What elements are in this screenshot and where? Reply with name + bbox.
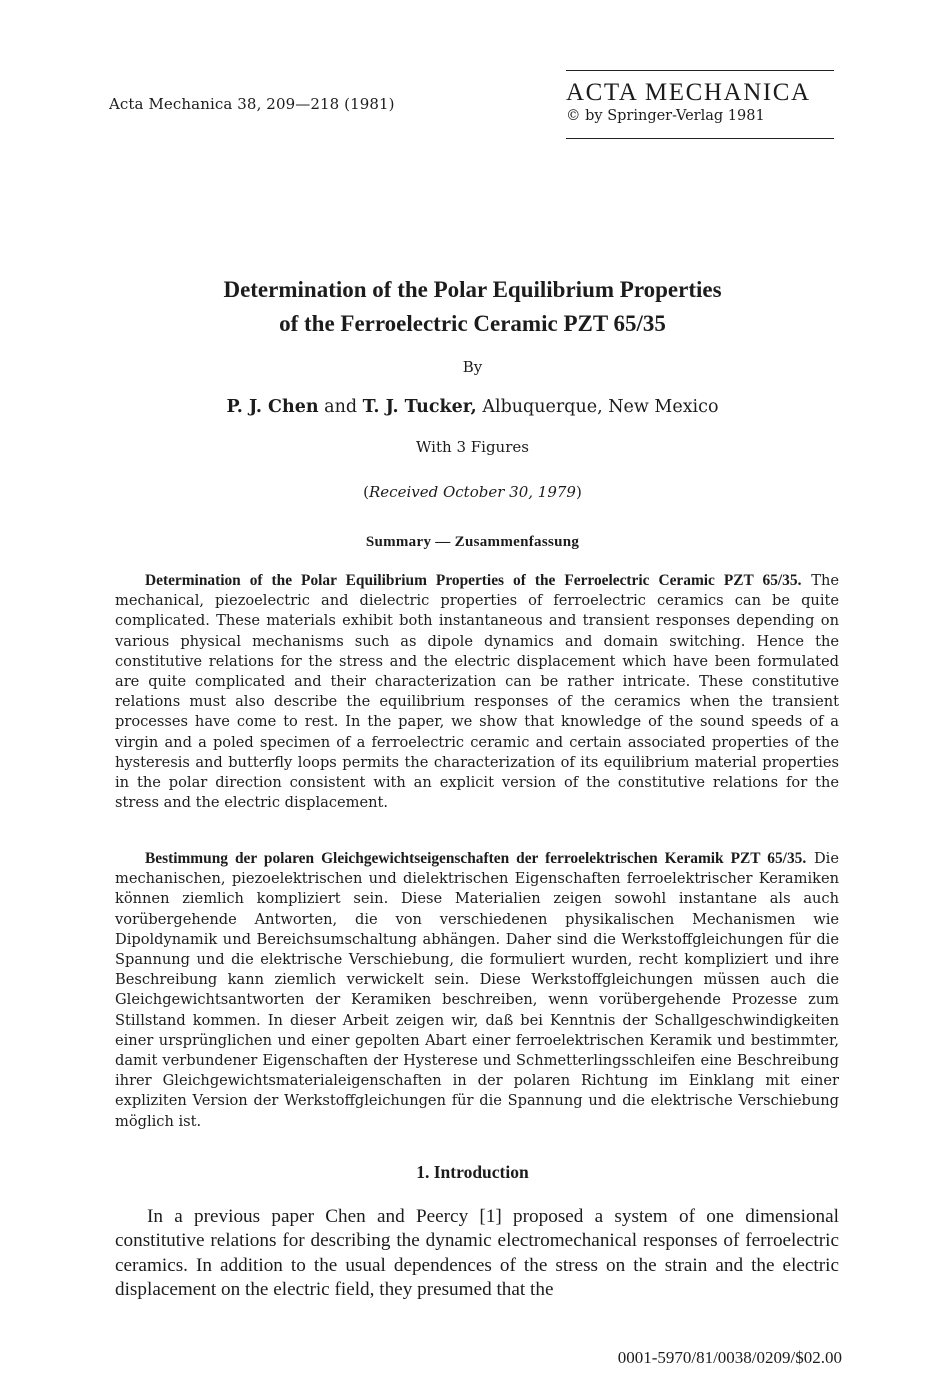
summary-heading: Summary — Zusammenfassung [365, 534, 580, 550]
paper-title [0, 273, 945, 341]
figures-note: With 3 Figures [416, 438, 529, 456]
title-line-2: of the Ferroelectric Ceramic PZT 65/35 [279, 311, 666, 336]
abstract-german-body: Die mechanischen, piezoelektrischen und dielektrischen Eigenschaften ferroelektrischer Keramiken können ziemlich kompliziert sein. Diese Materialien zeigen sowohl instantane als auch vorübergehende Antworten, die von verschiedenen physikalischen Mechanismen wie Dipoldynamik und Bereichsumschaltung abhängen. Daher sind die Werkstoffgleichungen für die Spannung und die elektrische Verschiebung, die formuliert wurden, recht kompliziert und ihre Beschreibung kann ziemlich verwickelt sein. Diese Werkstoffgleichungen müssen auch die Gleichgewichtsantworten der Keramiken beschreiben, wenn vorübergehende Prozesse zum Stillstand kommen. In dieser Arbeit zeigen wir, daß bei Kenntnis der Schallgeschwindigkeiten einer ursprünglichen und einer gepolten Abart einer ferroelektrischen Keramik und bestimmter, damit verbundener Eigenschaften der Hysterese und Schmetterlingsschleifen eine Beschreibung ihrer Gleichgewichtsmaterialeigenschaften in der polaren Richtung im Einklang mit einer expliziten Version der Werkstoffgleichungen für die Spannung und die elektrische Verschiebung möglich ist. [115, 850, 839, 1130]
abstract-german-title: Bestimmung der polaren Gleichgewichtseigenschaften der ferroelektrischen Keramik PZT 65/35. [145, 850, 807, 867]
journal-citation: Acta Mechanica 38, 209—218 (1981) [109, 95, 395, 113]
author-line [0, 397, 945, 417]
author-location: Albuquerque, New Mexico [476, 397, 719, 417]
masthead-bottom-rule [566, 138, 834, 139]
byline: By [462, 358, 483, 376]
abstract-english [115, 571, 839, 813]
document-code: 0001-5970/81/0038/0209/$02.00 [617, 1348, 842, 1367]
received-text: Received October 30, 1979 [369, 483, 576, 501]
introduction-heading: 1. Introduction [416, 1162, 529, 1182]
journal-masthead [566, 70, 834, 139]
copyright-notice: © by Springer-Verlag 1981 [566, 108, 765, 124]
title-line-1: Determination of the Polar Equilibrium Properties [223, 277, 722, 302]
abstract-english-body: The mechanical, piezoelectric and dielectric properties of ferroelectric ceramics can be quite complicated. These materials exhibit both instantaneous and transient responses depending on various physical mechanisms such as dipole dynamics and domain switching. Hence the constitutive relations for the stress and the electric displacement which have been formulated are quite complicated and their characterization can be rather intricate. These constitutive relations must also describe the equilibrium responses of the ceramics when the transient processes have come to rest. In the paper, we show that knowledge of the sound speeds of a virgin and a poled specimen of a ferroelectric ceramic and certain associated properties of the hysteresis and butterfly loops permits the characterization of its equilibrium material properties in the polar direction consistent with an explicit version of the constitutive relations for the stress and the electric displacement. [115, 572, 839, 812]
received-date [0, 483, 945, 501]
author-1: P. J. Chen [226, 397, 319, 417]
author-conjunction: and [318, 397, 363, 417]
journal-name: ACTA MECHANICA [566, 79, 811, 106]
received-close-paren: ) [575, 483, 582, 501]
author-2: T. J. Tucker, [362, 397, 477, 417]
masthead-top-rule [566, 70, 834, 71]
received-open-paren: ( [363, 483, 370, 501]
introduction-paragraph: In a previous paper Chen and Peercy [1] proposed a system of one dimensional constitutive relations for describing the dynamic electromechanical responses of ferroelectric ceramics. In addition to the usual dependences of the stress on the strain and the electric displacement on the electric field, they presumed that the [115, 1206, 839, 1301]
abstract-english-title: Determination of the Polar Equilibrium Properties of the Ferroelectric Ceramic PZT 65/35. [145, 572, 802, 589]
abstract-german [115, 849, 839, 1132]
